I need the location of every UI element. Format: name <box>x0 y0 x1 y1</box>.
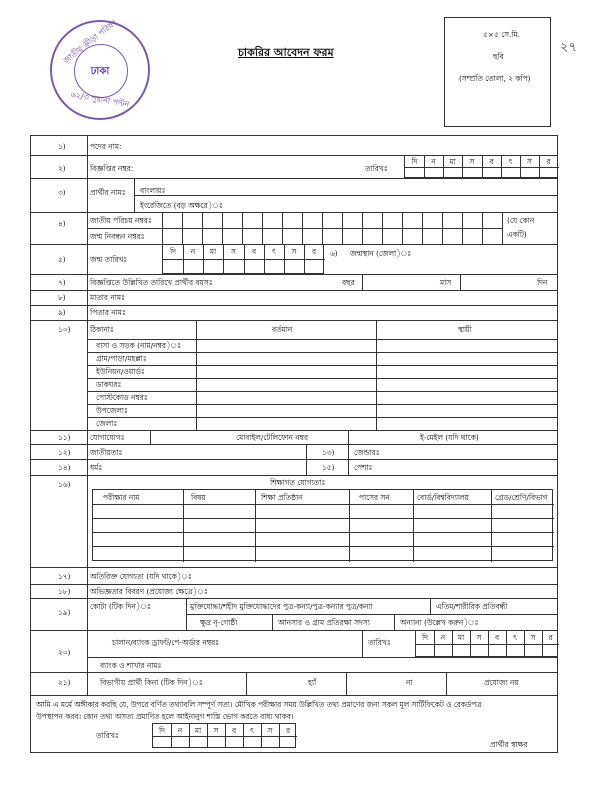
age-label: বিজ্ঞপ্তিতে উল্লিখিত তারিখে প্রার্থীর বয়সঃ <box>90 278 213 287</box>
seal-center-text: ঢাকা <box>90 66 110 77</box>
address-union: ইউনিয়ন/ওয়ার্ডঃ <box>96 367 145 376</box>
departmental-candidate-label: বিভাগীয় প্রার্থী কিনা (টিক দিন)ঃ <box>100 678 203 687</box>
row-5-number: ৫) <box>58 255 66 264</box>
address-house: বাসা ও সড়ক (নাম/নম্বর)ঃ <box>96 341 182 350</box>
address-label: ঠিকানাঃ <box>90 325 114 334</box>
birth-reg-cells[interactable] <box>162 228 502 244</box>
address-postoffice: ডাকঘরঃ <box>96 380 122 389</box>
row-6-number: ৬) <box>330 249 338 258</box>
permanent-address-label: স্থায়ী <box>458 325 472 334</box>
row-14-number: ১৪) <box>58 463 71 472</box>
email-label: ই-মেইল (যদি থাকে) <box>420 433 479 442</box>
quota-others[interactable]: অন্যান্য (উল্লেখ করুন)ঃ <box>400 618 479 627</box>
education-label: শিক্ষাগত যোগ্যতাঃ <box>270 478 326 487</box>
photo-label: ছবি <box>493 52 504 61</box>
edu-col-grade: গ্রেড/শ্রেণি/বিভাগ <box>495 493 548 502</box>
footer-date-grid[interactable]: দি ন মা স ব ৎ স র <box>152 723 296 748</box>
applicant-name-label: প্রার্থীর নামঃ <box>90 188 126 197</box>
experience-label: অভিজ্ঞতার বিবরণ (প্রযোজ্য ক্ষেত্রে)ঃ <box>90 587 208 596</box>
declaration-line-1: আমি এ মর্মে অঙ্গীকার করছি যে, উপরে বর্ণিত তথ্যাবলি সম্পূর্ণ সত্য। মৌখিক পরীক্ষার সময় উল্লিখিত তথ্য প্রমাণের জন্য সকল মূল সার্টিফিকেট ও রেকর্ডপত্র <box>36 700 482 709</box>
mother-name-label: মাতার নামঃ <box>90 293 125 302</box>
advert-date-grid[interactable]: দি ন মা স ব ৎ স র <box>404 155 558 178</box>
quota-ethnic-minority[interactable]: ক্ষুদ্র নৃ-গোষ্ঠী <box>200 618 238 627</box>
row-13-number: ১৩) <box>322 448 335 457</box>
row-8-number: ৮) <box>58 293 66 302</box>
birthplace-label: জন্মস্থান (জেলা)ঃ <box>350 249 412 258</box>
edu-col-year: পাসের সন <box>359 493 390 502</box>
row-12-number: ১২) <box>58 448 71 457</box>
nationality-label: জাতীয়তাঃ <box>90 448 123 457</box>
dob-label: জন্ম তারিখঃ <box>90 255 128 264</box>
challan-label: চালান/ব্যাংক ড্রাফট/পে-অর্ডার নম্বরঃ <box>112 638 220 647</box>
row-19-number: ১৯) <box>58 608 71 617</box>
age-month-label: মাস <box>440 278 452 287</box>
mobile-label: মোবাইল/টেলিফোন নম্বর <box>236 433 309 442</box>
row-11-number: ১১) <box>58 433 71 442</box>
name-bangla-label: বাংলায়ঃ <box>140 186 166 195</box>
either-note-1: (যে কোন <box>507 216 535 225</box>
page-number: ২৭ <box>560 40 577 55</box>
row-4-number: ৪) <box>58 219 66 228</box>
row-7-number: ৭) <box>58 278 66 287</box>
age-year-label: বছর <box>342 278 355 287</box>
seal-bottom-text: ৬২/৩ পুরানা পল্টন <box>69 89 130 110</box>
row-3-number: ৩) <box>58 188 66 197</box>
row-16-number: ১৬) <box>58 480 71 489</box>
footer-date-label: তারিখঃ <box>96 731 119 740</box>
quota-freedom-fighter[interactable]: মুক্তিযোদ্ধা/শহীদ মুক্তিযোদ্ধাদের পুত্র-কন্যা/পুত্র-কন্যার পুত্র/কন্যা <box>190 602 373 611</box>
father-name-label: পিতার নামঃ <box>90 308 126 317</box>
nid-label: জাতীয় পরিচয় নম্বরঃ <box>90 216 152 225</box>
edu-col-exam: পরীক্ষার নাম <box>103 493 140 502</box>
departmental-not-applicable[interactable]: প্রযোজ্য নয় <box>484 678 519 687</box>
occupation-label: পেশাঃ <box>354 463 373 472</box>
challan-date-grid[interactable]: দি ন মা স ব ৎ স র <box>415 630 558 657</box>
quota-ansar-vdp[interactable]: আনসার ও গ্রাম প্রতিরক্ষা সদস্য <box>278 618 370 627</box>
signature-label: প্রার্থীর স্বাক্ষর <box>490 740 528 749</box>
challan-date-label: তারিখঃ <box>368 638 391 647</box>
row-1-number: ১) <box>58 142 66 151</box>
row-15-number: ১৫) <box>322 463 335 472</box>
either-note-2: একটি) <box>507 230 527 239</box>
gender-label: জেন্ডারঃ <box>354 448 380 457</box>
declaration-line-2: উপস্থাপন করব। কোন তথ্য অসত্য প্রমাণিত হলে আইনানুগ শাস্তি ভোগ করতে বাধ্য থাকব। <box>36 712 294 721</box>
bank-branch-label: ব্যাংক ও শাখার নামঃ <box>100 661 162 670</box>
row-9-number: ৯) <box>58 308 66 317</box>
extra-qualification-label: অতিরিক্ত যোগ্যতা (যদি থাকে)ঃ <box>90 572 192 581</box>
quota-label: কোটা (টিক দিন)ঃ <box>90 602 151 611</box>
departmental-yes[interactable]: হ্যাঁ <box>308 678 317 687</box>
edu-col-board: বোর্ড/বিশ্ববিদ্যালয় <box>417 493 469 502</box>
contact-label: যোগাযোগঃ <box>90 433 125 442</box>
photo-size: ৫×৫ সে.মি. <box>483 30 520 39</box>
photo-note: (সম্প্রতি তোলা, ২ কপি) <box>459 74 531 83</box>
row-18-number: ১৮) <box>58 587 71 596</box>
row-21-number: ২১) <box>58 678 71 687</box>
photo-box[interactable] <box>444 17 551 127</box>
age-day-label: দিন <box>537 278 548 287</box>
address-district: জেলাঃ <box>96 419 118 428</box>
row-2-number: ২) <box>58 164 66 173</box>
birth-reg-label: জন্ম নিবন্ধন নম্বরঃ <box>90 232 145 241</box>
address-postcode: পোস্টকোড নম্বরঃ <box>96 393 148 402</box>
departmental-no[interactable]: না <box>406 678 413 687</box>
organization-seal <box>50 20 150 120</box>
row-17-number: ১৭) <box>58 572 71 581</box>
religion-label: ধর্মঃ <box>90 463 103 472</box>
seal-top-text: জাতীয় ক্রীড়া পরিষদ <box>61 18 119 66</box>
advert-date-label: তারিখঃ <box>365 164 388 173</box>
post-name-label: পদের নাম: <box>90 142 122 151</box>
dob-grid[interactable]: দি ন মা স ব ৎ স র <box>162 244 324 274</box>
address-upazila: উপজেলাঃ <box>96 406 128 415</box>
row-10-number: ১০) <box>58 325 71 334</box>
quota-orphan-disabled[interactable]: এতিম/শারীরিক প্রতিবন্ধী <box>436 602 508 611</box>
form-title: চাকরির আবেদন ফরম <box>238 46 334 59</box>
education-table[interactable] <box>92 489 553 561</box>
row-20-number: ২০) <box>58 648 71 657</box>
name-english-label: ইংরেজিতে (বড় অক্ষরে)ঃ <box>140 201 223 210</box>
edu-col-institution: শিক্ষা প্রতিষ্ঠান <box>261 493 303 502</box>
present-address-label: বর্তমান <box>272 325 293 334</box>
edu-col-subject: বিষয় <box>191 493 206 502</box>
address-village: গ্রাম/পাড়া/মহল্লাঃ <box>96 354 147 363</box>
nid-cells[interactable] <box>162 212 502 228</box>
advert-number-label: বিজ্ঞপ্তির নম্বর: <box>90 164 134 173</box>
